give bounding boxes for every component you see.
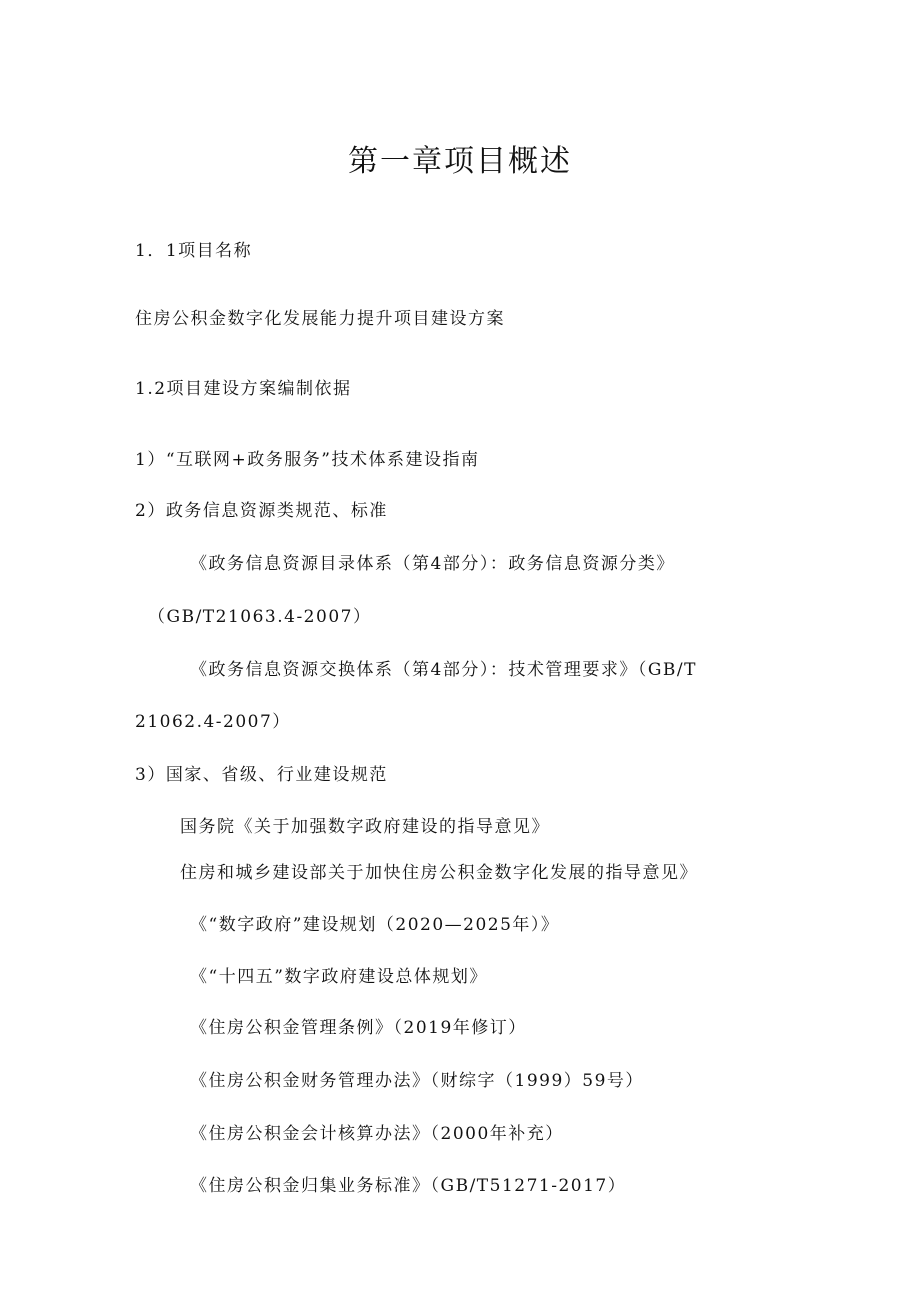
standard-reference-2: 《政务信息资源交换体系（第4部分）：技术管理要求》（GB/T xyxy=(190,660,697,680)
standard-reference-2-code: 21062.4-2007） xyxy=(135,712,291,732)
list-item-2: 2）政务信息资源类规范、标准 xyxy=(135,501,388,521)
regulation-reference: 《“数字政府”建设规划（2020—2025年）》 xyxy=(190,915,560,935)
regulation-reference: 《住房公积金财务管理办法》（财综字（1999）59号） xyxy=(190,1071,644,1091)
regulation-reference: 《住房公积金归集业务标准》（GB/T51271-2017） xyxy=(190,1176,627,1196)
regulation-reference: 住房和城乡建设部关于加快住房公积金数字化发展的指导意见》 xyxy=(180,863,698,883)
chapter-title: 第一章项目概述 xyxy=(348,144,572,179)
regulation-reference: 《住房公积金会计核算办法》（2000年补充） xyxy=(190,1124,564,1144)
standard-reference-1-code: （GB/T21063.4-2007） xyxy=(148,607,372,627)
regulation-reference: 《“十四五”数字政府建设总体规划》 xyxy=(190,967,488,987)
list-item-1: 1）“互联网+政务服务”技术体系建设指南 xyxy=(135,450,480,470)
section-heading-project-name: 1．1项目名称 xyxy=(135,241,253,261)
list-item-3: 3）国家、省级、行业建设规范 xyxy=(135,765,388,785)
standard-reference-1: 《政务信息资源目录体系（第4部分）：政务信息资源分类》 xyxy=(190,554,675,574)
project-name-text: 住房公积金数字化发展能力提升项目建设方案 xyxy=(135,309,505,329)
regulation-reference: 《住房公积金管理条例》（2019年修订） xyxy=(190,1018,527,1038)
section-heading-basis: 1.2项目建设方案编制依据 xyxy=(135,379,352,399)
regulation-reference: 国务院《关于加强数字政府建设的指导意见》 xyxy=(180,817,550,837)
